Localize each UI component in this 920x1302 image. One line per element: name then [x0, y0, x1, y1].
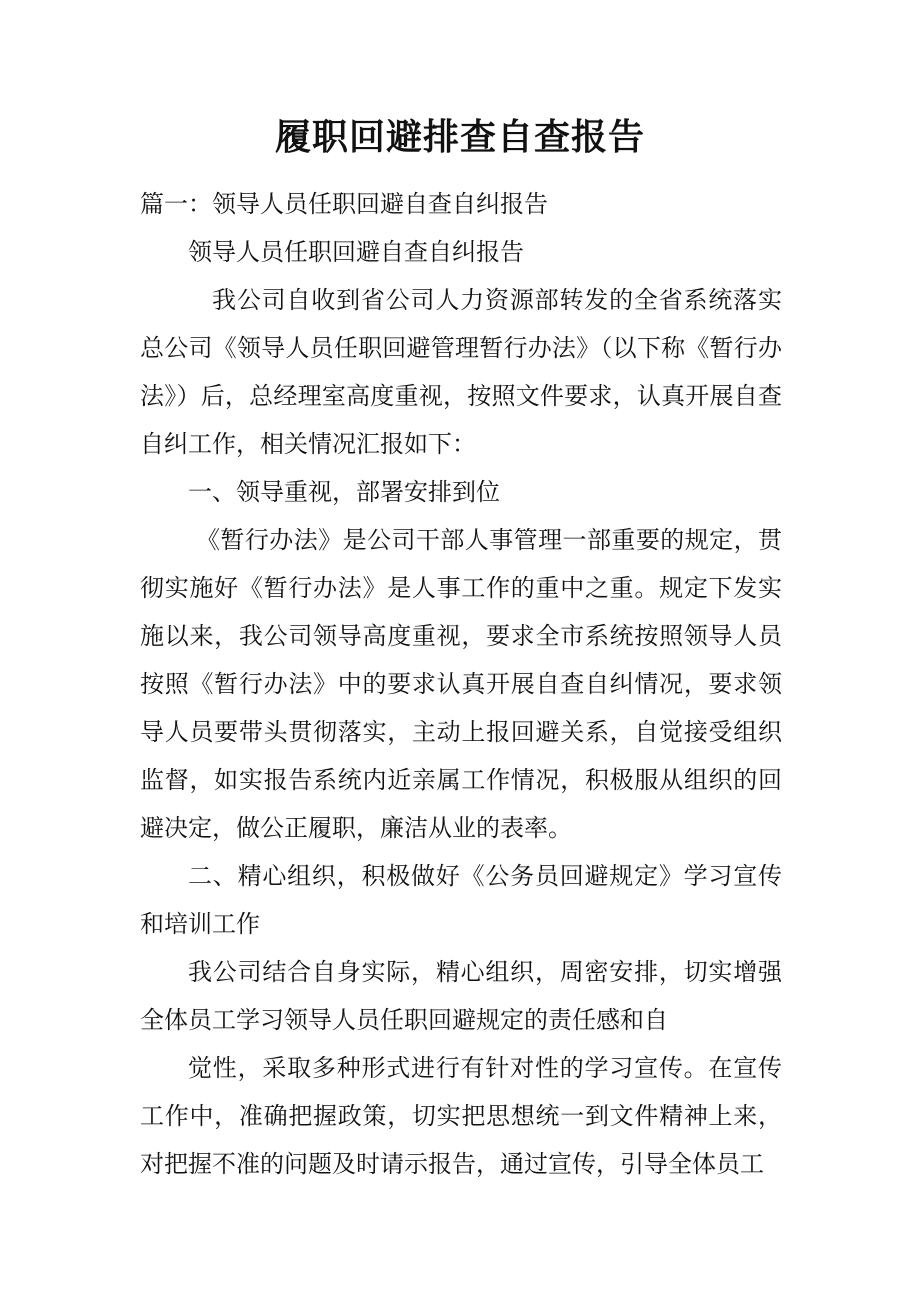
paragraph: 我公司自收到省公司人力资源部转发的全省系统落实总公司《领导人员任职回避管理暂行办法》（以下称《暂行办法》）后，总经理室高度重视，按照文件要求，认真开展自查自纠工作，相关情况汇报如下： — [140, 286, 782, 458]
document-title: 履职回避排查自查报告 — [274, 116, 645, 158]
paragraph: 我公司结合自身实际，精心组织，周密安排，切实增强全体员工学习领导人员任职回避规定的责任感和自 — [140, 958, 782, 1034]
section-heading: 一、领导重视，部署安排到位 — [188, 478, 500, 506]
section-heading: 二、精心组织，积极做好《公务员回避规定》学习宣传和培训工作 — [140, 862, 782, 938]
paragraph: 《暂行办法》是公司干部人事管理一部重要的规定，贯彻实施好《暂行办法》是人事工作的重中之重。规定下发实施以来，我公司领导高度重视，要求全市系统按照领导人员按照《暂行办法》中的要求认真开展自查自纠情况，要求领导人员要带头贯彻落实，主动上报回避关系，自觉接受组织监督，如实报告系统内近亲属工作情况，积极服从组织的回避决定，做公正履职，廉洁从业的表率。 — [140, 526, 782, 842]
subtitle: 领导人员任职回避自查自纠报告 — [188, 238, 524, 266]
paragraph: 觉性，采取多种形式进行有针对性的学习宣传。在宣传工作中，准确把握政策，切实把思想统一到文件精神上来，对把握不准的问题及时请示报告，通过宣传，引导全体员工 — [140, 1054, 782, 1178]
document-body — [140, 180, 782, 1188]
section-heading: 篇一：领导人员任职回避自查自纠报告 — [140, 190, 548, 218]
